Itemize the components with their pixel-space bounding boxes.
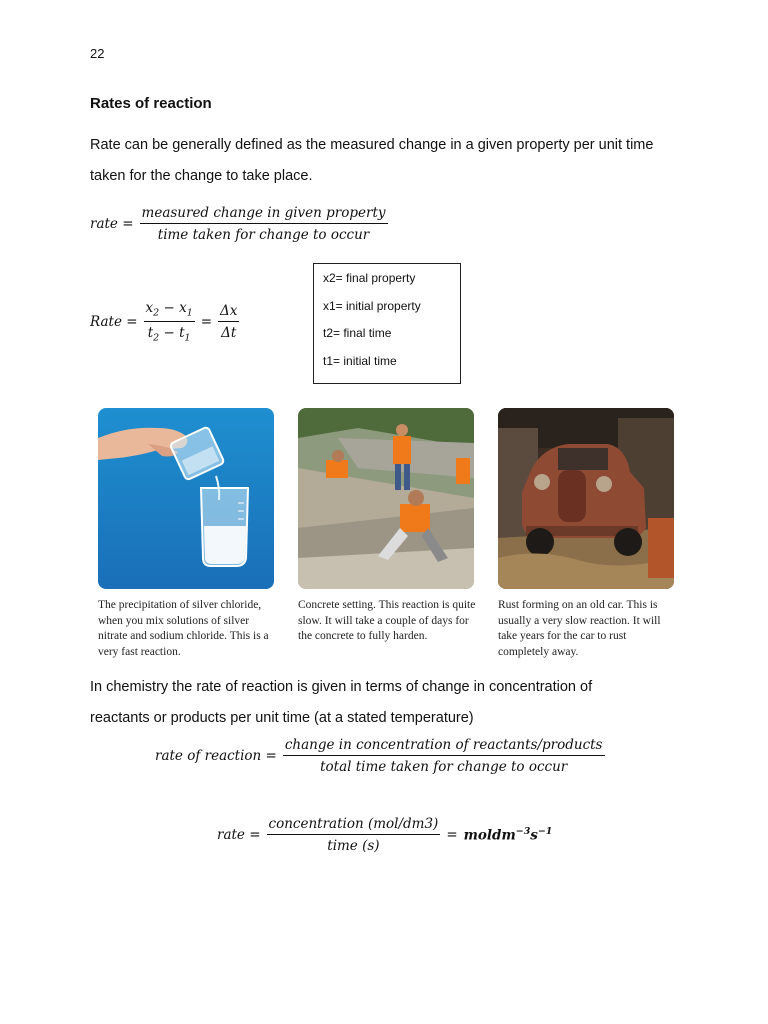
eq3-fraction	[283, 737, 605, 775]
rate-definition-equation	[90, 205, 388, 243]
eq3-numerator: change in concentration of reactants/products	[283, 737, 605, 756]
chemistry-paragraph	[90, 672, 690, 734]
concrete-caption: Concrete setting. This reaction is quite slow. It will take a couple of days for the concrete to fully harden.	[298, 599, 476, 642]
eq2-delta-denominator: Δt	[221, 324, 237, 341]
eq4-fraction	[267, 816, 441, 854]
intro-paragraph	[90, 130, 690, 192]
rate-delta-equation	[90, 300, 239, 343]
eq4-equals: =	[446, 827, 458, 843]
eq2-delta-numerator: Δx	[218, 303, 239, 322]
eq2-fraction-xt	[144, 300, 195, 343]
eq3-lhs: rate of reaction =	[155, 748, 277, 764]
chem-line-1: In chemistry the rate of reaction is given in terms of change in concentration of	[90, 679, 593, 695]
eq2-numerator: $x_2 - x_1$	[144, 300, 195, 322]
variable-definitions-box	[313, 263, 461, 384]
eq2-fraction-delta	[218, 303, 239, 341]
eq1-lhs: rate =	[90, 216, 134, 232]
section-heading: Rates of reaction	[90, 95, 212, 112]
eq4-unit: $moldm^{-3}s^{-1}$	[463, 826, 553, 844]
definition-t1: t1= initial time	[323, 353, 397, 368]
eq2-denominator: $t_2 - t_1$	[147, 324, 191, 344]
rust-caption: Rust forming on an old car. This is usually a very slow reaction. It will take years for the car to rust completely away.	[498, 599, 661, 658]
silver-chloride-caption: The precipitation of silver chloride, when you mix solutions of silver nitrate and sodium chloride. This is a very fast reaction.	[98, 599, 269, 658]
eq2-lhs: Rate =	[90, 313, 138, 330]
intro-line-2: taken for the change to take place.	[90, 168, 313, 184]
concrete-setting-photo	[298, 408, 474, 589]
definition-t2: t2= final time	[323, 326, 392, 340]
eq1-fraction	[140, 205, 388, 243]
eq1-numerator: measured change in given property	[140, 205, 388, 224]
eq2-equals: =	[200, 313, 213, 330]
chem-line-2: reactants or products per unit time (at a stated temperature)	[90, 710, 474, 726]
page-number: 22	[90, 46, 105, 61]
eq4-denominator: time (s)	[327, 838, 380, 854]
definition-x2: x2= final property	[323, 271, 416, 285]
silver-chloride-photo	[98, 408, 274, 589]
eq4-numerator: concentration (mol/dm3)	[267, 816, 441, 835]
rate-of-reaction-equation	[155, 737, 605, 775]
eq1-denominator: time taken for change to occur	[157, 227, 370, 243]
definition-x1: x1= initial property	[323, 298, 421, 313]
rusty-car-photo	[498, 408, 674, 589]
eq4-lhs: rate =	[217, 827, 261, 843]
intro-line-1: Rate can be generally defined as the measured change in a given property per unit time	[90, 137, 654, 153]
eq3-denominator: total time taken for change to occur	[320, 759, 568, 775]
rate-units-equation	[217, 816, 552, 854]
